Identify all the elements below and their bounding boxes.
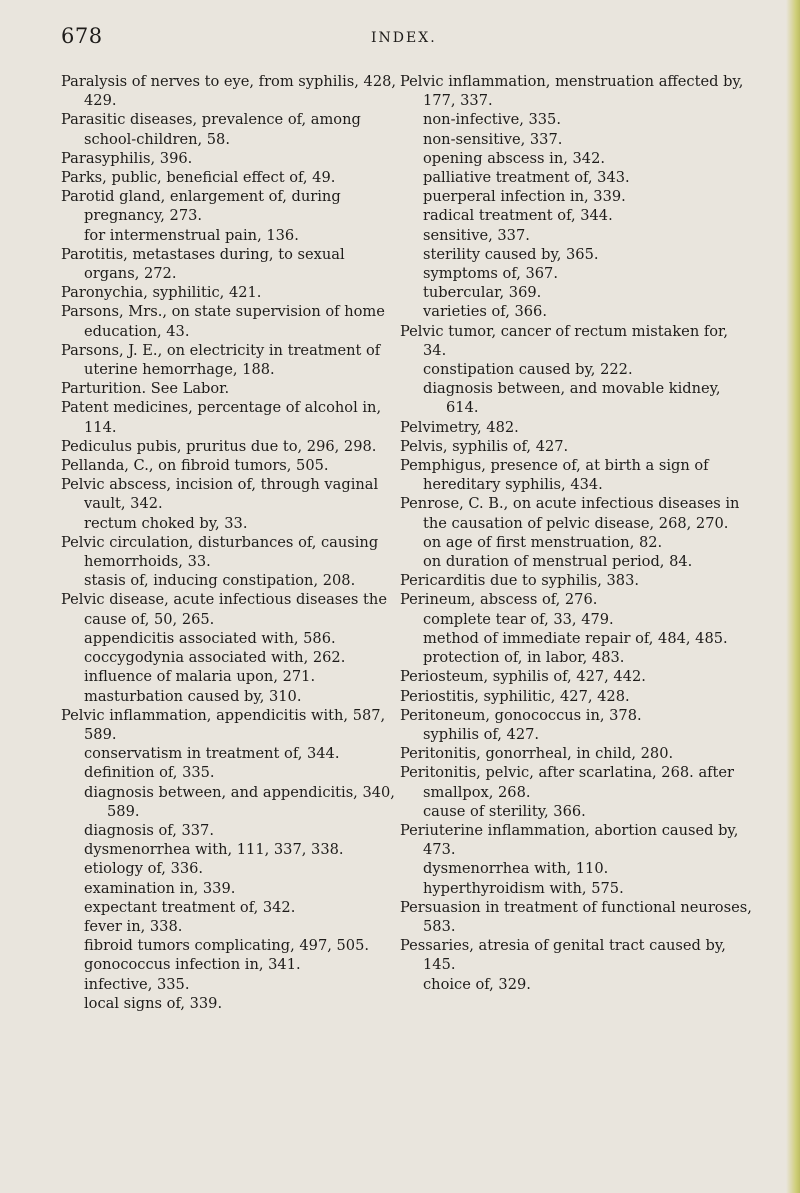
index-subentry-text: constipation caused by, 222. — [423, 361, 633, 379]
index-subentry-text: definition of, 335. — [84, 764, 215, 782]
index-subentry-text: on age of first menstruation, 82. — [423, 533, 663, 551]
index-subentry — [400, 879, 752, 898]
index-subentry-text: non-sensitive, 337. — [423, 130, 563, 148]
index-subentry-text: appendicitis associated with, 586. — [84, 629, 336, 647]
index-subentry — [400, 206, 752, 225]
index-subentry — [61, 571, 401, 590]
index-subentry-text: on duration of menstrual period, 84. — [423, 553, 693, 571]
index-subentry-text: rectum choked by, 33. — [84, 514, 248, 532]
index-subentry-text: influence of malaria upon, 271. — [84, 668, 316, 686]
index-subentry — [400, 629, 752, 648]
index-entry: Pellanda, C., on fibroid tumors, 505. — [61, 457, 329, 475]
running-head: INDEX. — [371, 30, 437, 46]
index-subentry-text: etiology of, 336. — [84, 860, 204, 878]
index-entry: Perineum, abscess of, 276. — [400, 591, 598, 609]
index-subentry — [61, 955, 401, 974]
index-subentry — [400, 360, 752, 379]
index-subentry — [400, 302, 752, 321]
index-subentry — [400, 168, 752, 187]
index-entry: Parks, public, beneficial effect of, 49. — [61, 169, 336, 187]
index-entry: Parsons, J. E., on electricity in treatment of uterine hemorrhage, 188. — [61, 341, 381, 379]
index-entry: Peritonitis, pelvic, after scarlatina, 268. after smallpox, 268. — [400, 764, 735, 801]
index-subentry-text: palliative treatment of, 343. — [423, 169, 630, 187]
index-entry: Pericarditis due to syphilis, 383. — [400, 572, 640, 590]
index-subentry — [400, 975, 752, 994]
index-entry: Pelvis, syphilis of, 427. — [400, 437, 569, 455]
index-entry: Pelvic abscess, incision of, through vaginal vault, 342. — [61, 476, 379, 513]
index-subentry — [400, 379, 752, 417]
index-subentry-text: examination in, 339. — [84, 879, 236, 897]
index-subentry — [61, 226, 401, 245]
index-subentry — [400, 130, 752, 149]
index-entry: Parotid gland, enlargement of, during pregnancy, 273. — [61, 188, 341, 225]
index-entry: Peritoneum, gonococcus in, 378. — [400, 706, 642, 724]
index-subentry — [400, 648, 752, 667]
index-subentry-text: fever in, 338. — [84, 917, 183, 935]
index-subentry-text: diagnosis between, and movable kidney, 614. — [423, 380, 721, 417]
index-subentry-text: stasis of, inducing constipation, 208. — [84, 572, 356, 590]
index-subentry-text: hyperthyroidism with, 575. — [423, 879, 624, 897]
index-subentry — [61, 859, 401, 878]
index-subentry — [61, 687, 401, 706]
page-edge — [786, 0, 800, 1193]
index-subentry — [400, 859, 752, 878]
index-subentry — [400, 245, 752, 264]
index-subentry-text: conservatism in treatment of, 344. — [84, 745, 340, 763]
index-subentry — [61, 936, 401, 955]
index-subentry-text: choice of, 329. — [423, 975, 531, 993]
index-subentry-text: dysmenorrhea with, 111, 337, 338. — [84, 841, 344, 859]
index-entry: Parotitis, metastases during, to sexual organs, 272. — [61, 245, 345, 283]
index-subentry — [61, 879, 401, 898]
index-subentry — [400, 149, 752, 168]
index-entry: Pemphigus, presence of, at birth a sign of hereditary syphilis, 434. — [400, 457, 709, 494]
index-subentry-text: diagnosis of, 337. — [84, 821, 214, 839]
index-subentry — [61, 975, 401, 994]
index-subentry-text: local signs of, 339. — [84, 994, 223, 1012]
index-subentry — [61, 783, 401, 821]
index-subentry-text: for intermenstrual pain, 136. — [84, 226, 299, 244]
index-entry: Periuterine inflammation, abortion caused by, 473. — [400, 821, 739, 859]
index-subentry-text: gonococcus infection in, 341. — [84, 956, 301, 974]
index-entry: Pelvic inflammation, appendicitis with, 587, 589. — [61, 706, 386, 743]
index-subentry-text: sensitive, 337. — [423, 226, 530, 244]
index-subentry-text: tubercular, 369. — [423, 284, 542, 302]
index-subentry-text: diagnosis between, and appendicitis, 340, 589. — [84, 783, 395, 820]
index-subentry — [400, 610, 752, 629]
index-subentry-text: dysmenorrhea with, 110. — [423, 860, 609, 878]
index-subentry-text: symptoms of, 367. — [423, 265, 558, 283]
index-subentry — [61, 744, 401, 763]
index-subentry — [400, 110, 752, 129]
index-subentry — [400, 283, 752, 302]
index-entry: Periostitis, syphilitic, 427, 428. — [400, 687, 630, 705]
index-entry: Pelvic circulation, disturbances of, causing hemorrhoids, 33. — [61, 533, 379, 571]
page-number: 678 — [61, 24, 103, 48]
index-entry: Pediculus pubis, pruritus due to, 296, 298. — [61, 437, 377, 455]
index-entry: Pessaries, atresia of genital tract caused by, 145. — [400, 937, 726, 974]
index-entry: Parturition. See Labor. — [61, 380, 230, 398]
index-subentry — [400, 264, 752, 283]
index-subentry-text: masturbation caused by, 310. — [84, 687, 302, 705]
index-subentry-text: complete tear of, 33, 479. — [423, 610, 614, 628]
index-subentry — [400, 552, 752, 571]
index-entry: Penrose, C. B., on acute infectious diseases in the causation of pelvic disease, 268, 270. — [400, 495, 740, 532]
index-subentry — [61, 648, 401, 667]
index-subentry — [400, 226, 752, 245]
index-subentry-text: puerperal infection in, 339. — [423, 188, 626, 206]
index-entry: Persuasion in treatment of functional neuroses, 583. — [400, 898, 752, 935]
index-entry: Patent medicines, percentage of alcohol in, 114. — [61, 399, 382, 436]
index-entry: Peritonitis, gonorrheal, in child, 280. — [400, 745, 674, 763]
index-subentry — [400, 533, 752, 552]
index-subentry — [400, 802, 752, 821]
index-entry: Pelvimetry, 482. — [400, 418, 519, 436]
index-entry: Pelvic tumor, cancer of rectum mistaken for, 34. — [400, 322, 729, 359]
index-entry: Pelvic disease, acute infectious diseases the cause of, 50, 265. — [61, 591, 387, 628]
index-subentry-text: radical treatment of, 344. — [423, 207, 613, 225]
index-subentry — [61, 514, 401, 533]
index-subentry-text: sterility caused by, 365. — [423, 245, 599, 263]
index-entry: Parasyphilis, 396. — [61, 149, 193, 167]
index-subentry — [61, 917, 401, 936]
index-subentry-text: cause of sterility, 366. — [423, 802, 586, 820]
index-subentry-text: expectant treatment of, 342. — [84, 898, 296, 916]
index-subentry-text: non-infective, 335. — [423, 111, 561, 129]
index-subentry-text: opening abscess in, 342. — [423, 149, 606, 167]
index-subentry — [400, 725, 752, 744]
page-header — [0, 14, 800, 54]
index-subentry-text: varieties of, 366. — [423, 303, 547, 321]
index-entry: Paronychia, syphilitic, 421. — [61, 284, 262, 302]
index-subentry — [61, 821, 401, 840]
index-subentry-text: syphilis of, 427. — [423, 725, 540, 743]
index-entry: Parsons, Mrs., on state supervision of home education, 43. — [61, 303, 385, 340]
index-subentry-text: method of immediate repair of, 484, 485. — [423, 629, 728, 647]
index-entry: Periosteum, syphilis of, 427, 442. — [400, 668, 646, 686]
index-entry: Parasitic diseases, prevalence of, among school-children, 58. — [61, 111, 361, 148]
index-subentry-text: protection of, in labor, 483. — [423, 649, 625, 667]
index-subentry-text: coccygodynia associated with, 262. — [84, 649, 346, 667]
index-subentry — [61, 994, 401, 1013]
index-subentry — [61, 898, 401, 917]
index-column-right — [400, 72, 752, 994]
index-subentry-text: fibroid tumors complicating, 497, 505. — [84, 937, 370, 955]
index-subentry — [61, 763, 401, 782]
index-subentry — [61, 629, 401, 648]
index-entry: Pelvic inflammation, menstruation affected by, 177, 337. — [400, 73, 744, 110]
index-subentry-text: infective, 335. — [84, 975, 190, 993]
index-column-left — [61, 72, 401, 1013]
index-subentry — [61, 667, 401, 686]
index-subentry — [61, 840, 401, 859]
index-entry: Paralysis of nerves to eye, from syphilis, 428, 429. — [61, 73, 397, 110]
index-subentry — [400, 187, 752, 206]
